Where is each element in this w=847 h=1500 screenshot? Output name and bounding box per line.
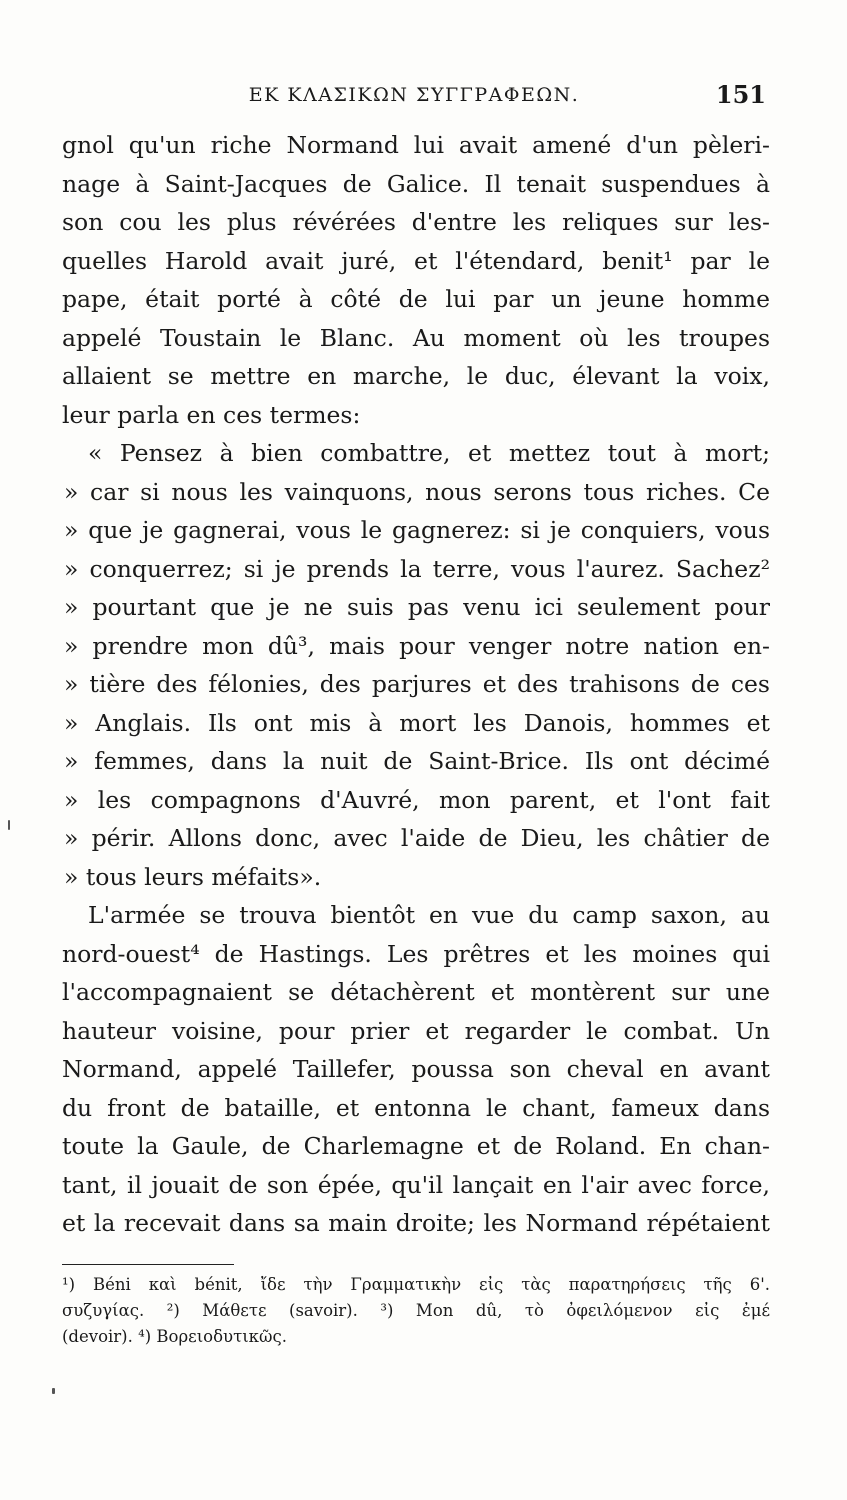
text-line: pape, était porté à côté de lui par un jeune homme [62, 285, 770, 313]
text-line: l'accompagnaient se détachèrent et montèrent sur une [62, 978, 770, 1006]
quote-line: » tière des félonies, des parjures et des trahisons de ces [64, 670, 770, 698]
quote-line: » car si nous les vainquons, nous serons tous riches. Ce [64, 477, 770, 506]
text-line: gnol qu'un riche Normand lui avait amené d'un pèleri- [62, 131, 770, 159]
quote-line: » que je gagnerai, vous le gagnerez: si je conquiers, vous [64, 516, 770, 544]
text-line: toute la Gaule, de Charlemagne et de Roland. En chan- [62, 1132, 770, 1160]
print-speck [8, 820, 10, 830]
quote-line: » tous leurs méfaits». [64, 862, 322, 891]
running-title: ΕΚ ΚΛΑΣΙΚΩΝ ΣΥΓΓΡΑΦΕΩΝ. [248, 84, 580, 106]
text-line: appelé Toustain le Blanc. Au moment où les troupes [62, 323, 770, 352]
quote-line: » périr. Allons donc, avec l'aide de Dieu, les châtier de [64, 824, 770, 852]
text-line: tant, il jouait de son épée, qu'il lançait en l'air avec force, [62, 1170, 770, 1199]
text-line: L'armée se trouva bientôt en vue du camp saxon, au [88, 901, 770, 929]
text-line: nord-ouest⁴ de Hastings. Les prêtres et les moines qui [62, 939, 770, 968]
text-line: hauteur voisine, pour prier et regarder le combat. Un [62, 1016, 770, 1045]
text-line: Normand, appelé Taillefer, poussa son cheval en avant [62, 1055, 770, 1083]
quote-line: » prendre mon dû³, mais pour venger notre nation en- [64, 631, 770, 660]
print-speck [52, 1388, 55, 1394]
body-text [62, 126, 770, 1243]
quote-line: » Anglais. Ils ont mis à mort les Danois, hommes et [64, 708, 770, 737]
footnote-line: συζυγίας. ²) Μάθετε (savoir). ³) Mon dû, τὸ ὀφειλόμενον εἰς ἐμέ [62, 1301, 770, 1320]
quote-line: » conquerrez; si je prends la terre, vous l'aurez. Sachez² [64, 554, 770, 583]
quote-line: « Pensez à bien combattre, et mettez tout à mort; [88, 439, 770, 467]
text-line: nage à Saint-Jacques de Galice. Il tenait suspendues à [62, 169, 770, 198]
text-line: quelles Harold avait juré, et l'étendard, benit¹ par le [62, 246, 770, 275]
text-line: leur parla en ces termes: [62, 400, 361, 429]
footnote-line: ¹) Béni καὶ bénit, ἴδε τὴν Γραμματικὴν εἰς τὰς παρατηρήσεις τῆς 6'. [62, 1275, 770, 1294]
footnotes [62, 1272, 770, 1350]
text-line: son cou les plus révérées d'entre les reliques sur les- [62, 208, 770, 236]
quote-line: » les compagnons d'Auvré, mon parent, et l'ont fait [64, 785, 770, 814]
text-line: du front de bataille, et entonna le chant, fameux dans [62, 1093, 770, 1122]
text-line: allaient se mettre en marche, le duc, élevant la voix, [62, 362, 770, 390]
running-head [58, 78, 770, 112]
quote-line: » pourtant que je ne suis pas venu ici seulement pour [64, 593, 770, 621]
quote-line: » femmes, dans la nuit de Saint-Brice. Ils ont décimé [64, 747, 770, 775]
footnote-rule [62, 1264, 234, 1265]
page-number: 151 [715, 80, 766, 109]
footnote-line: (devoir). ⁴) Βορειοδυτικῶς. [62, 1327, 287, 1346]
text-line: et la recevait dans sa main droite; les Normand répétaient [62, 1209, 770, 1237]
